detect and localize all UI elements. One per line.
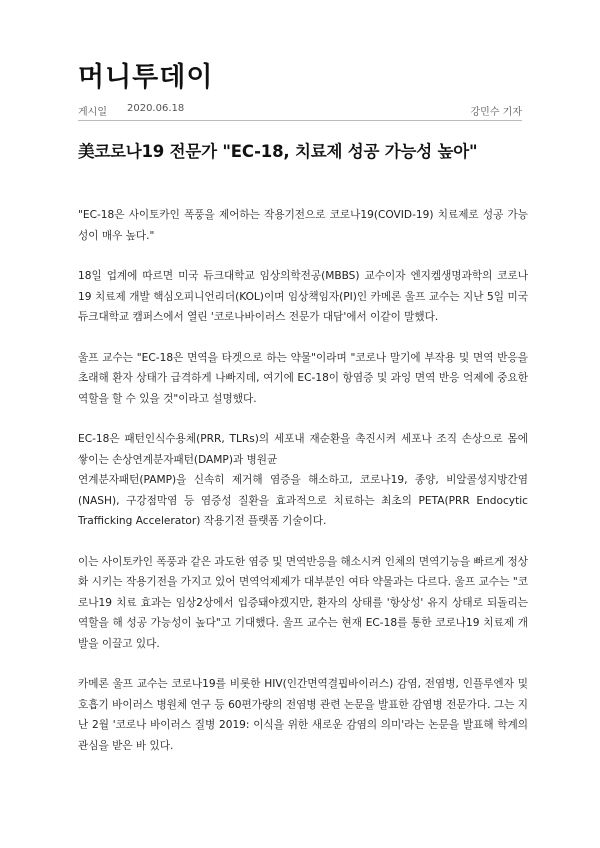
article-title: 美코로나19 전문가 "EC-18, 치료제 성공 가능성 높아"	[78, 142, 478, 161]
paragraph-2: 18일 업계에 따르면 미국 듀크대학교 임상의학전공(MBBS) 교수이자 엔지켐생명과학의 코로나19 치료제 개발 핵심오피니언리더(KOL)이며 임상책임자(PI)인 카메론 울프 교수는 지난 5일 미국 듀크대학교 캠퍼스에서 열린 '코로나바이러스 전문가 대담'에서 이같이 말했다.	[78, 270, 528, 323]
paragraph-3: 울프 교수는 "EC-18은 면역을 타겟으로 하는 약물"이라며 "코로나 말기에 부작용 및 면역 반응을 초래해 환자 상태가 급격하게 나빠지데, 여기에 EC-18이 항염증 및 과잉 면역 반응 억제에 중요한 역할을 할 수 있을 것"이라고 설명했다.	[78, 351, 528, 405]
paragraph-1: "EC-18은 사이토카인 폭풍을 제어하는 작용기전으로 코로나19(COVID-19) 치료제로 성공 가능성이 매우 높다."	[78, 209, 528, 242]
post-date: 2020.06.18	[126, 103, 185, 114]
paragraph-5: 이는 사이토카인 폭풍과 같은 과도한 염증 및 면역반응을 해소시켜 인체의 면역기능을 빠르게 정상화 시키는 작용기전을 가지고 있어 면역억제제가 대부분인 여타 약물과는 다르다. 울프 교수는 "코로나19 치료 효과는 임상2상에서 입증돼야겠지만, 환자의 상태를 '항상성' 유지 상태로 되돌리는 역할을 해 성공 가능성이 높다"고 기대했다. 울프 교수는 현재 EC-18를 통한 코로나19 치료제 개발을 이끌고 있다.	[78, 555, 528, 650]
post-date-label: 게시일	[78, 107, 107, 118]
article-body	[78, 205, 528, 776]
paragraph-6: 카메론 울프 교수는 코로나19를 비롯한 HIV(인간면역결핍바이러스) 감염, 전염병, 인플루엔자 및 호흡기 바이러스 병원체 연구 등 60편가량의 전염병 관련 논문을 발표한 감염병 전문가다. 그는 지난 2월 '코로나 바이러스 질병 2019: 이식을 위한 새로운 감염의 의미'라는 논문을 발표해 학계의 관심을 받은 바 있다.	[78, 678, 528, 752]
paragraph-4: EC-18은 패턴인식수용체(PRR, TLRs)의 세포내 재순환을 촉진시켜 세포나 조직 손상으로 몸에 쌓이는 손상연계분자패턴(DAMP)과 병원균 연계분자패턴(PAMP)을 신속히 제거해 염증을 해소하고, 코로나19, 종양, 비알콜성지방간염(NASH), 구강점막염 등 염증성 질환을 효과적으로 치료하는 최초의 PETA(PRR Endocytic Trafficking Accelerator) 작용기전 플랫폼 기술이다.	[78, 433, 528, 527]
header-divider	[78, 120, 522, 121]
article-meta	[78, 103, 522, 118]
author-name: 강민수 기자	[470, 107, 522, 118]
publication-logo: 머니투데이	[78, 62, 214, 93]
